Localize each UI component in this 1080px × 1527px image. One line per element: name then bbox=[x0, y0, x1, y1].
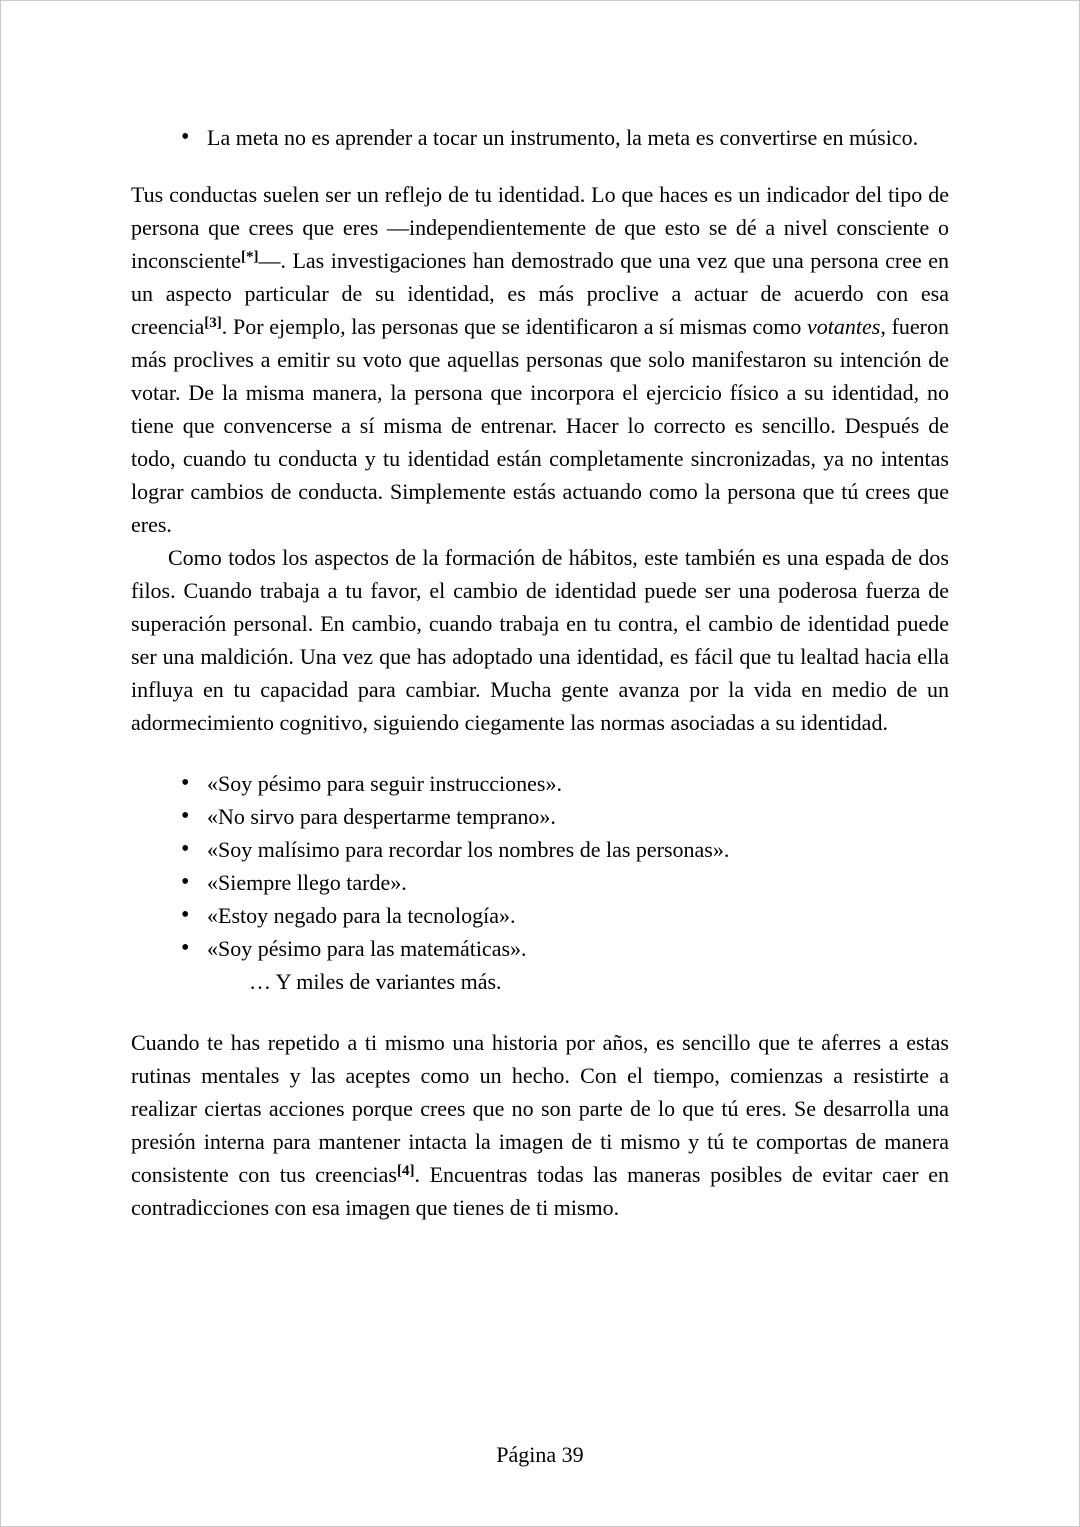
footnote-ref-4[interactable]: [4] bbox=[396, 1163, 415, 1179]
paragraph-text: Cuando te has repetido a ti mismo una historia por años, es sencillo que te aferres a estas rutinas mentales y las aceptes como un hecho. Con el tiempo, comienzas a resistirte a realizar ciertas acciones porque crees que no son parte de lo que tú eres. Se desarrolla una presión interna para mantener intacta la imagen de ti mismo y tú te comportas de manera consistente con tus creencias bbox=[131, 1030, 949, 1187]
paragraph-self-story bbox=[131, 1026, 949, 1224]
list-item bbox=[131, 121, 949, 154]
list-item-text: «Siempre llego tarde». bbox=[207, 870, 407, 895]
paragraph-text: —. Las investigaciones han demostrado que una vez que una persona cree en un aspecto particular de su identidad, es más proclive a actuar de acuerdo con esa creencia bbox=[131, 248, 949, 339]
emphasis-votantes: votantes bbox=[807, 314, 881, 339]
list-item-text: La meta no es aprender a tocar un instrumento, la meta es convertirse en músico. bbox=[207, 125, 919, 150]
paragraph-text: Tus conductas suelen ser un reflejo de tu identidad. Lo que haces es un indicador del tipo de persona que crees que eres —independientemente de que esto se dé a nivel consciente o inconsciente bbox=[131, 182, 949, 273]
paragraph-text: Como todos los aspectos de la formación de hábitos, este también es una espada de dos filos. Cuando trabaja a tu favor, el cambio de identidad puede ser una poderosa fuerza de superación personal. En cambio, cuando trabaja en tu contra, el cambio de identidad puede ser una maldición. Una vez que has adoptado una identidad, es fácil que tu lealtad hacia ella influya en tu capacidad para cambiar. Mucha gente avanza por la vida en medio de un adormecimiento cognitivo, siguiendo ciegamente las normas asociadas a su identidad. bbox=[131, 545, 949, 735]
list-item bbox=[131, 932, 949, 965]
list-item-text: «No sirvo para despertarme temprano». bbox=[207, 804, 556, 829]
list-item-text: «Soy malísimo para recordar los nombres de las personas». bbox=[207, 837, 730, 862]
list-trailer bbox=[131, 965, 949, 998]
list-item bbox=[131, 767, 949, 800]
list-item-text: «Estoy negado para la tecnología». bbox=[207, 903, 516, 928]
page-content bbox=[131, 121, 949, 1224]
page-number-text: Página 39 bbox=[496, 1442, 584, 1467]
paragraph-text: . Por ejemplo, las personas que se identificaron a sí mismas como bbox=[221, 314, 808, 339]
list-item bbox=[131, 833, 949, 866]
paragraph-double-edged-sword bbox=[131, 541, 949, 739]
footnote-ref-asterisk[interactable]: [*] bbox=[240, 249, 259, 265]
list-item bbox=[131, 866, 949, 899]
footnote-ref-3[interactable]: [3] bbox=[204, 315, 222, 331]
list-trailer-text: … Y miles de variantes más. bbox=[249, 969, 502, 994]
list-item-text: «Soy pésimo para seguir instrucciones». bbox=[207, 771, 562, 796]
paragraph-identity-behavior bbox=[131, 178, 949, 541]
list-item-text: «Soy pésimo para las matemáticas». bbox=[207, 936, 527, 961]
self-belief-quote-list bbox=[131, 767, 949, 965]
paragraph-text: . Encuentras todas las maneras posibles de evitar caer en contradicciones con esa imagen que tienes de ti mismo. bbox=[131, 1162, 949, 1220]
paragraph-text: , fueron más proclives a emitir su voto que aquellas personas que solo manifestaron su intención de votar. De la misma manera, la persona que incorpora el ejercicio físico a su identidad, no tiene que convencerse a sí misma de entrenar. Hacer lo correcto es sencillo. Después de todo, cuando tu conducta y tu identidad están completamente sincronizadas, ya no intentas lograr cambios de conducta. Simplemente estás actuando como la persona que tú crees que eres. bbox=[131, 314, 949, 537]
intro-bullet-list bbox=[131, 121, 949, 154]
page-number bbox=[1, 1442, 1079, 1468]
list-item bbox=[131, 800, 949, 833]
list-item bbox=[131, 899, 949, 932]
